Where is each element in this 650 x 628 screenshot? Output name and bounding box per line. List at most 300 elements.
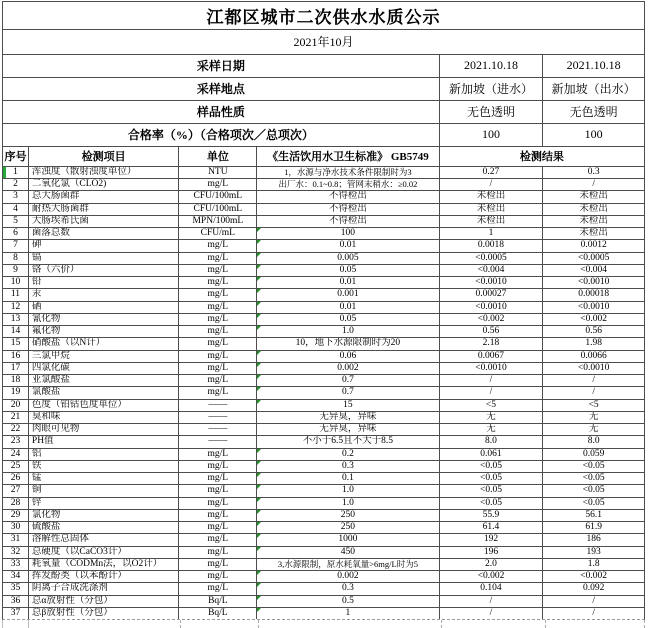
cell-item: 浑浊度（散射浊度单位） xyxy=(29,167,180,178)
seq-text: 5 xyxy=(13,215,18,226)
cell-unit: mg/L xyxy=(179,449,257,460)
grid-line xyxy=(180,620,181,628)
cell-item: 阴离子合成洗涤剂 xyxy=(29,583,180,594)
cell-unit: mg/L xyxy=(179,522,257,533)
cell-standard xyxy=(257,338,439,349)
cell-result-outlet: <0.05 xyxy=(582,473,605,484)
seq-text: 23 xyxy=(10,436,21,447)
cell-seq xyxy=(3,583,29,594)
seq-text: 30 xyxy=(10,522,21,533)
cell-result-inlet: 0.061 xyxy=(440,449,544,460)
info-value-inlet: 2021.10.18 xyxy=(440,55,544,77)
header-unit: 单位 xyxy=(179,147,257,166)
cell-unit: mg/L xyxy=(179,351,257,362)
cell-result-inlet: <0.004 xyxy=(440,265,544,276)
cell-result-outlet: 61.9 xyxy=(585,522,602,533)
cell-result-inlet: <0.002 xyxy=(440,571,544,582)
cell-standard xyxy=(257,314,439,325)
cell-standard xyxy=(257,179,439,190)
cell-item: 铁 xyxy=(29,461,180,472)
cell-result-outlet: 未检出 xyxy=(579,215,608,226)
table-row xyxy=(3,387,644,399)
cell-result-outlet: <0.0010 xyxy=(577,277,610,288)
cell-result-outlet: 186 xyxy=(586,534,601,545)
table-row xyxy=(3,375,644,387)
cell-item: 铅 xyxy=(29,277,180,288)
cell-unit: mg/L xyxy=(179,326,257,337)
info-value-inlet: 新加坡（进水） xyxy=(440,78,544,100)
seq-text: 17 xyxy=(10,362,21,373)
cell-result-inlet: 0.0067 xyxy=(440,351,544,362)
cell-result-outlet: / xyxy=(592,595,595,606)
cell-result-inlet: / xyxy=(440,375,544,386)
cell-result-outlet: 1.8 xyxy=(587,558,600,569)
standard-text: 不得检出 xyxy=(328,215,367,226)
cell-unit: —— xyxy=(179,436,257,447)
cell-unit: mg/L xyxy=(179,289,257,300)
cell-result-outlet: / xyxy=(592,607,595,618)
table-row xyxy=(3,547,644,559)
seq-text: 21 xyxy=(10,411,21,422)
cell-result-inlet: <0.0005 xyxy=(440,253,544,264)
cell-item: 大肠埃希氏菌 xyxy=(29,216,180,227)
standard-text: 250 xyxy=(340,509,356,520)
cell-result-inlet: / xyxy=(440,387,544,398)
seq-text: 20 xyxy=(10,399,21,410)
info-row-sample-location xyxy=(3,78,644,101)
cell-result-inlet: 61.4 xyxy=(440,522,544,533)
table-row xyxy=(3,179,644,191)
cell-standard xyxy=(257,400,439,411)
cell-unit: mg/L xyxy=(179,253,257,264)
table-row xyxy=(3,571,644,583)
standard-text: 0.002 xyxy=(337,362,359,373)
cell-item: 氯化物 xyxy=(29,510,180,521)
cell-result-inlet: <0.05 xyxy=(440,498,544,509)
grid-line xyxy=(644,620,645,628)
info-value-outlet: 无色透明 xyxy=(569,105,618,120)
cell-seq xyxy=(3,534,29,545)
cell-result-inlet: 2.0 xyxy=(440,559,544,570)
cell-unit: mg/L xyxy=(179,461,257,472)
cell-seq xyxy=(3,412,29,423)
header-seq: 序号 xyxy=(3,147,29,166)
cell-flag-icon xyxy=(257,571,261,575)
cell-result-outlet: <5 xyxy=(588,399,599,410)
seq-text: 25 xyxy=(10,460,21,471)
seq-text: 16 xyxy=(10,350,21,361)
cell-flag-icon xyxy=(257,351,261,355)
cell-flag-icon xyxy=(257,449,261,453)
standard-text: 不小于6.5且不大于8.5 xyxy=(302,436,394,447)
info-label: 采样地点 xyxy=(3,78,440,100)
table-row xyxy=(3,228,644,240)
cell-seq xyxy=(3,510,29,521)
cell-seq xyxy=(3,277,29,288)
cell-result-inlet: <0.0010 xyxy=(440,277,544,288)
cell-unit: mg/L xyxy=(179,240,257,251)
cell-result-inlet: <0.002 xyxy=(440,314,544,325)
cell-unit: —— xyxy=(179,424,257,435)
cell-standard xyxy=(257,436,439,447)
cell-result-outlet: 0.3 xyxy=(587,166,600,177)
cell-flag-icon xyxy=(257,326,261,330)
cell-seq xyxy=(3,375,29,386)
seq-text: 4 xyxy=(13,203,18,214)
cell-result-inlet: 0.00027 xyxy=(440,289,544,300)
report-period: 2021年10月 xyxy=(293,35,354,50)
cell-result-outlet: 0.56 xyxy=(585,326,602,337)
standard-text: 15 xyxy=(343,399,353,410)
page-break-dashes xyxy=(0,620,650,628)
seq-text: 2 xyxy=(13,179,18,190)
cell-item: 镉 xyxy=(29,253,180,264)
cell-standard xyxy=(257,326,439,337)
cell-standard xyxy=(257,424,439,435)
cell-result-outlet: 无 xyxy=(588,424,599,435)
cell-standard xyxy=(257,571,439,582)
cell-unit: NTU xyxy=(179,167,257,178)
table-row xyxy=(3,400,644,412)
table-row xyxy=(3,436,644,448)
standard-text: 无异臭，异味 xyxy=(319,411,377,422)
cell-item: 氯酸盐 xyxy=(29,387,180,398)
cell-flag-icon xyxy=(257,289,261,293)
cell-unit: CFU/mL xyxy=(179,228,257,239)
standard-text: 1，水源与净水技术条件限制时为3 xyxy=(284,166,412,177)
standard-text: 0.01 xyxy=(339,240,357,251)
cell-standard xyxy=(257,167,439,178)
table-row xyxy=(3,363,644,375)
seq-text: 37 xyxy=(10,607,21,618)
cell-result-outlet: <0.004 xyxy=(580,264,607,275)
cell-result-inlet: 0.56 xyxy=(440,326,544,337)
cell-flag-icon xyxy=(257,473,261,477)
cell-seq xyxy=(3,265,29,276)
cell-flag-icon xyxy=(257,583,261,587)
cell-result-outlet: / xyxy=(592,375,595,386)
cell-seq xyxy=(3,338,29,349)
cell-seq xyxy=(3,400,29,411)
cell-result-inlet: <0.05 xyxy=(440,473,544,484)
cell-item: 溶解性总固体 xyxy=(29,534,180,545)
cell-item: 肉眼可见物 xyxy=(29,424,180,435)
cell-result-inlet: / xyxy=(440,179,544,190)
info-value-inlet: 100 xyxy=(440,124,544,146)
seq-text: 13 xyxy=(10,313,21,324)
cell-result-outlet: 未检出 xyxy=(579,191,608,202)
cell-standard xyxy=(257,559,439,570)
cell-seq xyxy=(3,204,29,215)
table-row xyxy=(3,412,644,424)
standard-text: 250 xyxy=(340,522,356,533)
cell-result-outlet: <0.05 xyxy=(582,485,605,496)
cell-item: 总硬度（以CaCO3计） xyxy=(29,547,180,558)
cell-item: 铝 xyxy=(29,449,180,460)
cell-result-inlet: <0.05 xyxy=(440,485,544,496)
cell-result-inlet: / xyxy=(440,608,544,619)
cell-item: 亚氯酸盐 xyxy=(29,375,180,386)
cell-result-inlet: 未检出 xyxy=(440,191,544,202)
table-row xyxy=(3,461,644,473)
cell-unit: mg/L xyxy=(179,473,257,484)
cell-seq xyxy=(3,179,29,190)
cell-standard xyxy=(257,461,439,472)
table-row xyxy=(3,191,644,203)
standard-text: 1.0 xyxy=(341,326,354,337)
cell-result-inlet: <0.0010 xyxy=(440,363,544,374)
cell-unit: mg/L xyxy=(179,277,257,288)
standard-text: 0.3 xyxy=(341,460,354,471)
info-value-inlet: 无色透明 xyxy=(440,101,544,123)
table-header-row xyxy=(3,147,644,167)
seq-text: 7 xyxy=(13,240,18,251)
cell-result-inlet: 无 xyxy=(440,424,544,435)
cell-result-outlet: 8.0 xyxy=(587,436,600,447)
table-row xyxy=(3,240,644,252)
standard-text: 100 xyxy=(340,228,356,239)
standard-text: 0.7 xyxy=(341,375,354,386)
cell-flag-icon xyxy=(257,363,261,367)
seq-text: 18 xyxy=(10,375,21,386)
cell-flag-icon xyxy=(257,375,261,379)
standard-text: 无异臭，异味 xyxy=(319,424,377,435)
cell-seq xyxy=(3,216,29,227)
grid-line xyxy=(258,620,259,628)
cell-unit: mg/L xyxy=(179,338,257,349)
cell-unit: mg/L xyxy=(179,375,257,386)
table-row xyxy=(3,608,644,619)
cell-standard xyxy=(257,583,439,594)
table-row xyxy=(3,522,644,534)
standard-text: 0.06 xyxy=(339,350,357,361)
cell-seq xyxy=(3,363,29,374)
table-row xyxy=(3,302,644,314)
cell-flag-icon xyxy=(257,485,261,489)
seq-text: 32 xyxy=(10,546,21,557)
standard-text: 10，地下水源限制时为20 xyxy=(295,338,401,349)
grid-line xyxy=(2,620,3,628)
cell-flag-icon xyxy=(257,400,261,404)
cell-unit: mg/L xyxy=(179,302,257,313)
cell-item: 二氧化氯（CLO2) xyxy=(29,179,180,190)
cell-seq xyxy=(3,571,29,582)
standard-text: 0.5 xyxy=(341,595,354,606)
period-row xyxy=(3,30,644,55)
info-row-sample-date xyxy=(3,55,644,78)
seq-text: 12 xyxy=(10,301,21,312)
cell-result-outlet: <0.002 xyxy=(580,571,607,582)
cell-unit: mg/L xyxy=(179,571,257,582)
standard-text: 0.01 xyxy=(339,277,357,288)
cell-standard xyxy=(257,596,439,607)
cell-standard xyxy=(257,253,439,264)
cell-flag-icon xyxy=(257,498,261,502)
cell-standard xyxy=(257,363,439,374)
seq-text: 3 xyxy=(13,191,18,202)
cell-result-outlet: 1.98 xyxy=(585,338,602,349)
cell-standard xyxy=(257,302,439,313)
standard-text: 0.05 xyxy=(339,313,357,324)
table-row xyxy=(3,314,644,326)
cell-item: 三氯甲烷 xyxy=(29,351,180,362)
cell-item: 挥发酚类（以苯酚计） xyxy=(29,571,180,582)
cell-unit: mg/L xyxy=(179,559,257,570)
seq-text: 27 xyxy=(10,485,21,496)
standard-text: 0.3 xyxy=(341,583,354,594)
seq-text: 14 xyxy=(10,326,21,337)
cell-standard xyxy=(257,240,439,251)
table-row xyxy=(3,449,644,461)
cell-standard xyxy=(257,289,439,300)
cell-result-inlet: 未检出 xyxy=(440,216,544,227)
cell-item: 总β放射性（分包） xyxy=(29,608,180,619)
seq-text: 36 xyxy=(10,595,21,606)
table-row xyxy=(3,534,644,546)
cell-seq xyxy=(3,387,29,398)
table-row xyxy=(3,253,644,265)
title-row xyxy=(3,2,644,30)
report-sheet xyxy=(2,1,645,620)
table-row xyxy=(3,583,644,595)
standard-text: 450 xyxy=(340,546,356,557)
info-value-outlet: 100 xyxy=(584,127,603,142)
cell-standard xyxy=(257,277,439,288)
cell-unit: Bq/L xyxy=(179,596,257,607)
cell-result-outlet: <0.0005 xyxy=(577,252,610,263)
cell-unit: mg/L xyxy=(179,534,257,545)
seq-text: 22 xyxy=(10,424,21,435)
cell-standard xyxy=(257,485,439,496)
standard-text: 不得检出 xyxy=(328,203,367,214)
cell-seq xyxy=(3,228,29,239)
cell-result-outlet: <0.05 xyxy=(582,497,605,508)
cell-unit: mg/L xyxy=(179,387,257,398)
standard-text: 0.01 xyxy=(339,301,357,312)
cell-standard xyxy=(257,547,439,558)
standard-text: 不得检出 xyxy=(328,191,367,202)
seq-text: 26 xyxy=(10,473,21,484)
cell-item: 汞 xyxy=(29,289,180,300)
table-row xyxy=(3,498,644,510)
cell-item: 四氯化碳 xyxy=(29,363,180,374)
cell-unit: mg/L xyxy=(179,485,257,496)
cell-unit: —— xyxy=(179,400,257,411)
info-row-sample-nature xyxy=(3,101,644,124)
cell-result-outlet: 0.059 xyxy=(582,448,605,459)
table-row xyxy=(3,216,644,228)
standard-text: 0.005 xyxy=(337,252,359,263)
info-value-outlet: 2021.10.18 xyxy=(566,58,621,73)
cell-item: 硝酸盐（以N计） xyxy=(29,338,180,349)
table-row xyxy=(3,424,644,436)
cell-seq xyxy=(3,473,29,484)
cell-item: 菌落总数 xyxy=(29,228,180,239)
cell-result-inlet: 55.9 xyxy=(440,510,544,521)
cell-standard xyxy=(257,510,439,521)
cell-seq xyxy=(3,326,29,337)
cell-standard xyxy=(257,522,439,533)
cell-result-outlet: <0.0010 xyxy=(577,362,610,373)
grid-line xyxy=(441,620,442,628)
cell-item: 总大肠菌群 xyxy=(29,191,180,202)
info-row-pass-rate xyxy=(3,124,644,147)
seq-text: 11 xyxy=(10,289,21,300)
cell-result-outlet: <0.0010 xyxy=(577,301,610,312)
cell-result-inlet: 196 xyxy=(440,547,544,558)
cell-seq xyxy=(3,485,29,496)
seq-text: 33 xyxy=(10,558,21,569)
cell-result-outlet: <0.05 xyxy=(582,460,605,471)
seq-text: 15 xyxy=(10,338,21,349)
table-row xyxy=(3,351,644,363)
cell-flag-icon xyxy=(257,265,261,269)
cell-item: 砷 xyxy=(29,240,180,251)
header-standard: 《生活饮用水卫生标准》 GB5749 xyxy=(257,147,439,166)
seq-text: 31 xyxy=(10,534,21,545)
standard-text: 0.7 xyxy=(341,387,354,398)
seq-text: 19 xyxy=(10,387,21,398)
cell-result-inlet: 未检出 xyxy=(440,204,544,215)
seq-text: 29 xyxy=(10,509,21,520)
cell-unit: CFU/100mL xyxy=(179,191,257,202)
seq-text: 6 xyxy=(13,228,18,239)
cell-result-outlet: 0.0066 xyxy=(580,350,607,361)
cell-unit: CFU/100mL xyxy=(179,204,257,215)
cell-result-outlet: 0.0012 xyxy=(580,240,607,251)
cell-flag-icon xyxy=(257,240,261,244)
cell-result-outlet: / xyxy=(592,179,595,190)
cell-unit: mg/L xyxy=(179,498,257,509)
info-label: 采样日期 xyxy=(3,55,440,77)
seq-text: 9 xyxy=(13,264,18,275)
table-row xyxy=(3,485,644,497)
grid-line xyxy=(28,620,29,628)
cell-result-inlet: 0.0018 xyxy=(440,240,544,251)
cell-item: 锌 xyxy=(29,498,180,509)
cell-result-inlet: 2.18 xyxy=(440,338,544,349)
seq-text: 1 xyxy=(13,166,18,177)
cell-seq xyxy=(3,596,29,607)
page-title: 江都区城市二次供水水质公示 xyxy=(206,7,441,27)
cell-result-inlet: <5 xyxy=(440,400,544,411)
table-row xyxy=(3,510,644,522)
cell-standard xyxy=(257,375,439,386)
cell-result-outlet: 56.1 xyxy=(585,509,602,520)
standard-text: 1 xyxy=(345,607,351,618)
cell-result-outlet: 0.00018 xyxy=(578,289,610,300)
table-row xyxy=(3,277,644,289)
standard-text: 1000 xyxy=(338,534,358,545)
cell-standard xyxy=(257,534,439,545)
cell-result-inlet: 0.27 xyxy=(440,167,544,178)
cell-standard xyxy=(257,191,439,202)
info-label: 合格率（%）（合格项次／总项次） xyxy=(3,124,440,146)
cell-standard xyxy=(257,228,439,239)
cell-item: 硫酸盐 xyxy=(29,522,180,533)
seq-text: 34 xyxy=(10,571,21,582)
cell-item: 耐热大肠菌群 xyxy=(29,204,180,215)
cell-result-inlet: 无 xyxy=(440,412,544,423)
standard-text: 0.002 xyxy=(337,571,359,582)
cell-flag-icon xyxy=(257,277,261,281)
cell-flag-icon xyxy=(257,596,261,600)
cell-result-outlet: 未检出 xyxy=(579,228,608,239)
cell-standard xyxy=(257,216,439,227)
header-item: 检测项目 xyxy=(29,147,180,166)
cell-flag-icon xyxy=(257,461,261,465)
cell-item: 总α放射性（分包） xyxy=(29,596,180,607)
